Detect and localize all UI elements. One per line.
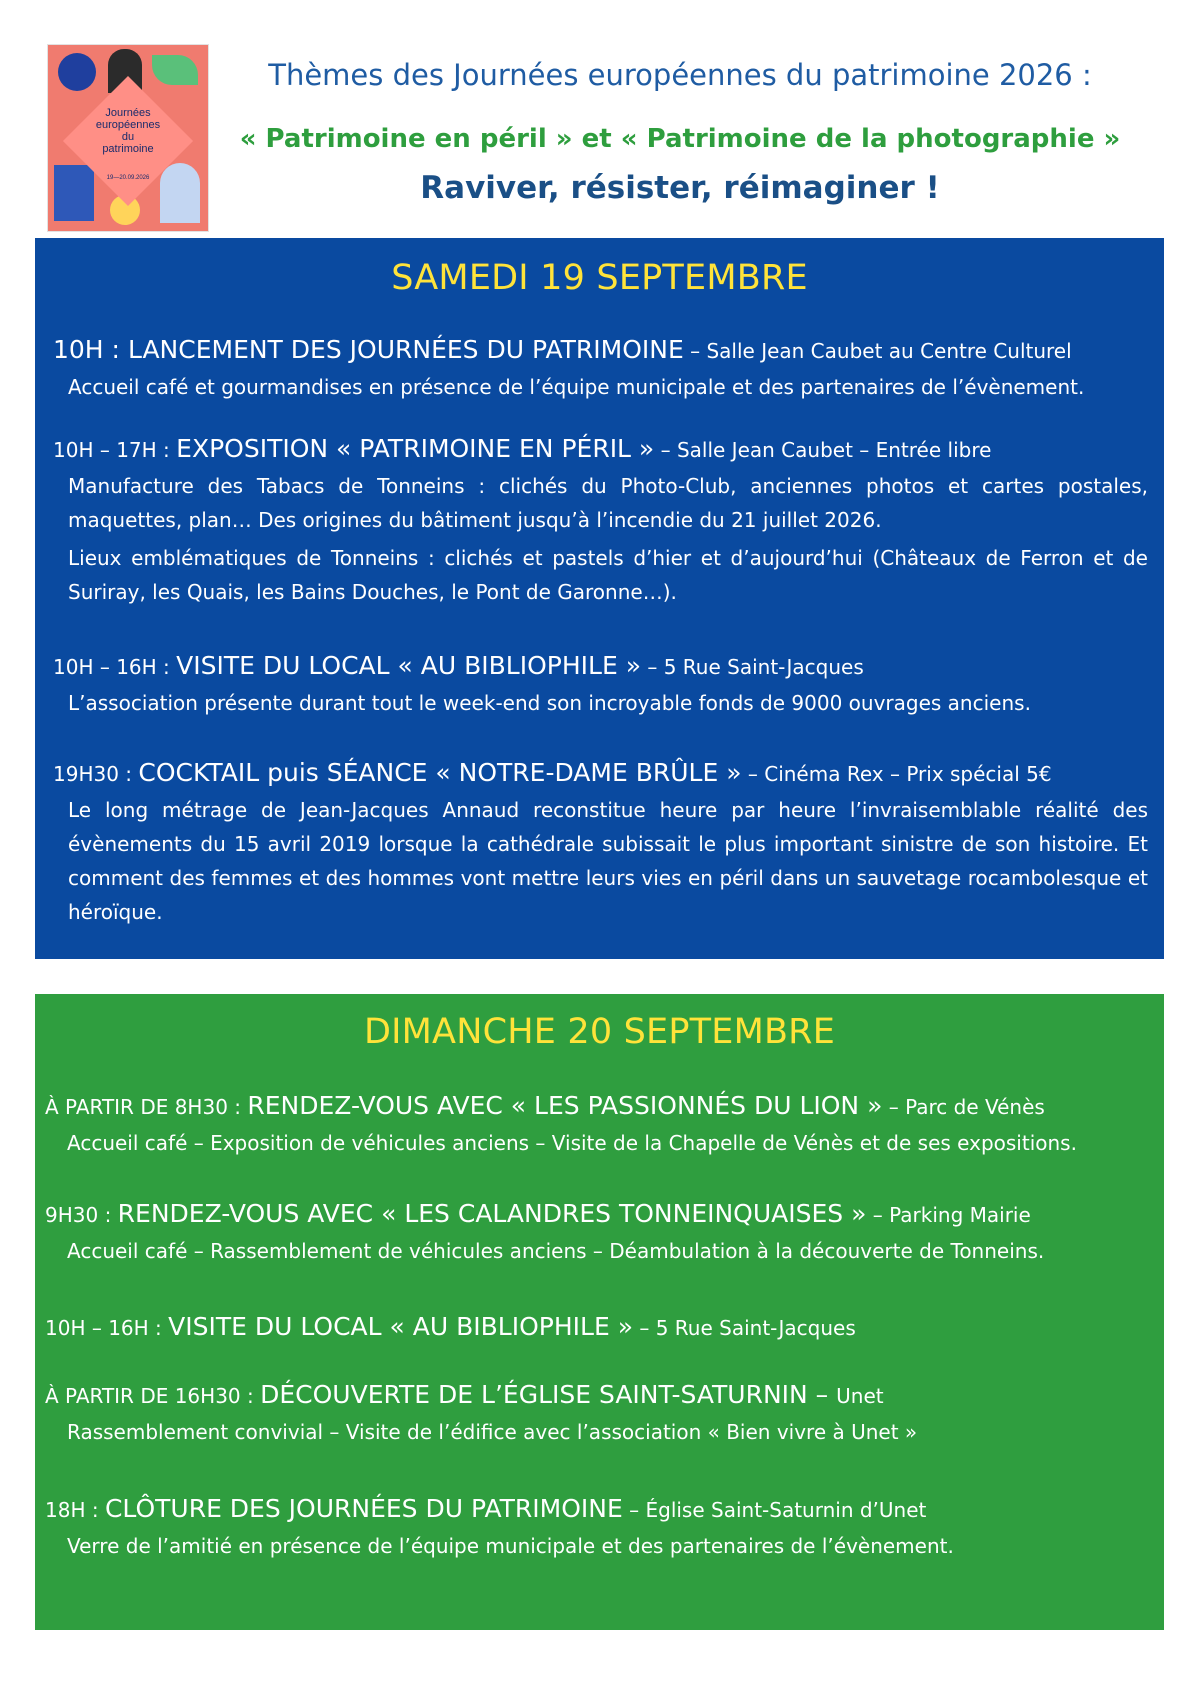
event-heading <box>45 1312 856 1341</box>
event-title: LANCEMENT DES JOURNÉES DU PATRIMOINE <box>127 335 684 364</box>
event-heading <box>53 335 1148 364</box>
event-item <box>53 651 1148 720</box>
event-title: VISITE DU LOCAL « AU BIBLIOPHILE » <box>176 651 641 680</box>
event-description: Manufacture des Tabacs de Tonneins : clichés du Photo-Club, anciennes photos et cartes postales, maquettes, plan… Des origines du bâtiment jusqu’à l’incendie du 21 juillet 2026. <box>68 474 1148 532</box>
event-item <box>53 434 1148 609</box>
sunday-title: DIMANCHE 20 SEPTEMBRE <box>363 1012 836 1052</box>
event-location: – 5 Rue Saint-Jacques <box>633 1316 856 1340</box>
event-time: À PARTIR DE 16H30 : <box>45 1384 261 1408</box>
event-time: 19H30 : <box>53 762 139 786</box>
header-slogan: Raviver, résister, réimaginer ! <box>420 170 940 206</box>
logo-text <box>74 107 182 155</box>
event-time: 9H30 : <box>45 1203 118 1227</box>
header-theme-title: Thèmes des Journées européennes du patrimoine 2026 : <box>268 58 1092 92</box>
event-logo <box>47 44 209 232</box>
event-item <box>45 1091 1077 1160</box>
sunday-panel <box>35 994 1164 1630</box>
saturday-title: SAMEDI 19 SEPTEMBRE <box>391 258 808 298</box>
logo-decor-circle <box>58 53 96 91</box>
logo-text-line: du <box>121 131 135 143</box>
event-title: CLÔTURE DES JOURNÉES DU PATRIMOINE <box>104 1494 623 1523</box>
saturday-panel <box>35 238 1164 959</box>
logo-text-line: Journées <box>105 107 151 119</box>
logo-decor-tower <box>160 163 200 223</box>
event-heading <box>53 758 1148 787</box>
event-item <box>45 1312 856 1341</box>
event-time: 18H : <box>45 1498 105 1522</box>
logo-text-line: européennes <box>95 119 161 131</box>
event-description: Lieux emblématiques de Tonneins : clichés et pastels d’hier et d’aujourd’hui (Châteaux de Ferron et de Suriray, les Quais, les Bains Douches, le Pont de Garonne…). <box>68 546 1148 604</box>
event-item <box>45 1494 954 1563</box>
event-location: – Salle Jean Caubet au Centre Culturel <box>683 339 1072 363</box>
event-location: – Église Saint-Saturnin d’Unet <box>622 1498 927 1522</box>
event-location: – 5 Rue Saint-Jacques <box>641 655 864 679</box>
event-title: RENDEZ-VOUS AVEC « LES CALANDRES TONNEINQUAISES » <box>117 1199 867 1228</box>
event-heading <box>45 1494 954 1523</box>
event-heading <box>45 1199 1044 1228</box>
event-title: VISITE DU LOCAL « AU BIBLIOPHILE » <box>168 1312 633 1341</box>
header-theme-subtitle: « Patrimoine en péril » et « Patrimoine de la photographie » <box>239 124 1121 154</box>
event-description: Le long métrage de Jean-Jacques Annaud reconstitue heure par heure l’invraisemblable réalité des évènements du 15 avril 2019 lorsque la cathédrale subissait le plus important sinistre de son histoire. Et comment des femmes et des hommes vont mettre leurs vies en péril dans un sauvetage rocambolesque et héroïque. <box>68 798 1148 924</box>
event-location: – Parking Mairie <box>866 1203 1031 1227</box>
event-description: Accueil café et gourmandises en présence de l’équipe municipale et des partenaires de l’évènement. <box>68 375 1085 399</box>
event-item <box>45 1199 1044 1268</box>
event-title: COCKTAIL puis SÉANCE « NOTRE-DAME BRÛLE » <box>138 758 742 787</box>
event-location: – Parc de Vénès <box>882 1095 1045 1119</box>
event-item <box>45 1380 917 1449</box>
event-title: RENDEZ-VOUS AVEC « LES PASSIONNÉS DU LION » <box>247 1091 883 1120</box>
event-title: DÉCOUVERTE DE L’ÉGLISE SAINT-SATURNIN – <box>260 1380 837 1409</box>
event-time: 10H – 16H : <box>53 655 177 679</box>
event-heading <box>53 651 1148 680</box>
event-description: Accueil café – Exposition de véhicules anciens – Visite de la Chapelle de Vénès et de ses expositions. <box>67 1131 1077 1155</box>
event-time: 10H : <box>53 335 128 364</box>
logo-decor-leaf <box>152 55 198 85</box>
event-time: 10H – 17H : <box>53 438 177 462</box>
event-title: EXPOSITION « PATRIMOINE EN PÉRIL » <box>176 434 655 463</box>
event-heading <box>45 1380 917 1409</box>
logo-text-line: patrimoine <box>102 143 154 155</box>
event-time: 10H – 16H : <box>45 1316 169 1340</box>
event-heading <box>53 434 1148 463</box>
event-location: – Salle Jean Caubet – Entrée libre <box>654 438 992 462</box>
event-description: Verre de l’amitié en présence de l’équipe municipale et des partenaires de l’évènement. <box>67 1534 954 1558</box>
event-heading <box>45 1091 1077 1120</box>
event-description: Accueil café – Rassemblement de véhicules anciens – Déambulation à la découverte de Tonneins. <box>67 1239 1045 1263</box>
event-location: – Cinéma Rex – Prix spécial 5€ <box>741 762 1052 786</box>
logo-dates: 19—20.09.2026 <box>106 175 150 181</box>
event-location: Unet <box>836 1384 884 1408</box>
logo-decor-block <box>54 165 94 221</box>
event-item <box>53 335 1148 404</box>
event-description: L’association présente durant tout le week-end son incroyable fonds de 9000 ouvrages anciens. <box>68 691 1031 715</box>
event-time: À PARTIR DE 8H30 : <box>45 1095 248 1119</box>
event-item <box>53 758 1148 929</box>
event-description: Rassemblement convivial – Visite de l’édifice avec l’association « Bien vivre à Unet » <box>67 1420 918 1444</box>
